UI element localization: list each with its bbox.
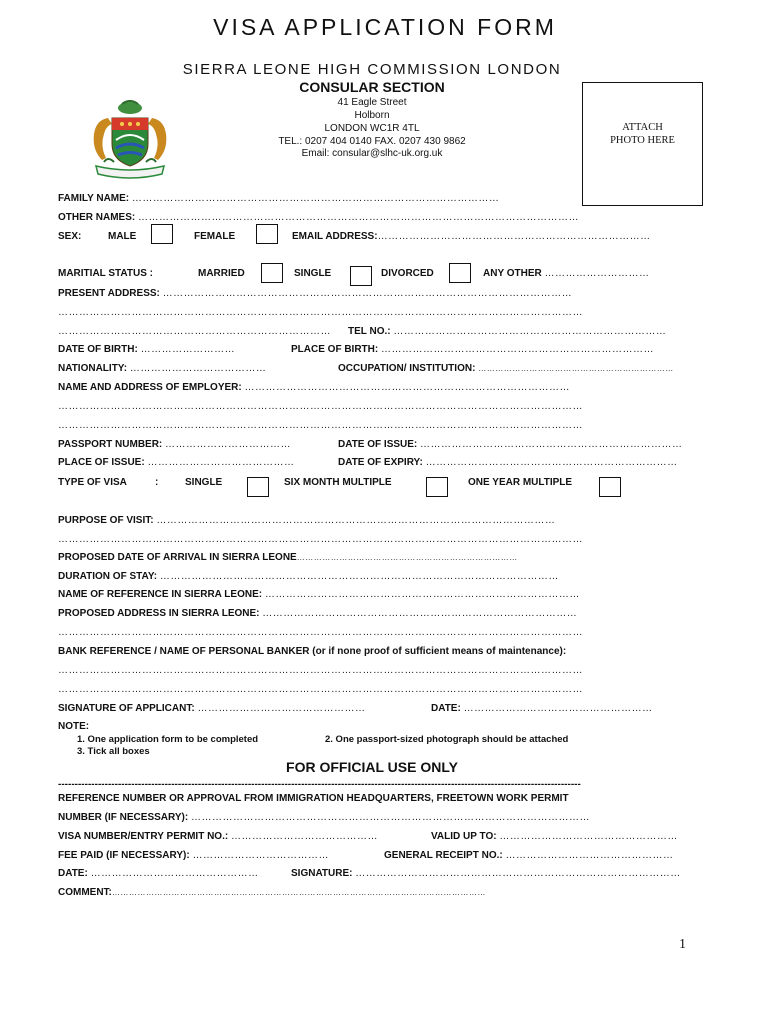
six-month-label: SIX MONTH MULTIPLE [284,477,392,488]
sex-label: SEX: [58,231,82,242]
coat-of-arms-icon [82,100,178,182]
proposed-address-field[interactable]: PROPOSED ADDRESS IN SIERRA LEONE: ……………………………………………………………………………… [58,608,578,619]
photo-placeholder[interactable] [582,82,703,206]
date-of-birth-field[interactable]: DATE OF BIRTH: ……………………… [58,344,236,355]
marital-status-label: MARITIAL STATUS : [58,268,153,279]
other-names-field[interactable]: OTHER NAMES: ……………………………………………………………………………………………………………… [58,212,580,223]
six-month-checkbox[interactable] [426,477,448,497]
occupation-field[interactable]: OCCUPATION/ INSTITUTION: …………………………………………………………… [338,363,674,374]
bank-reference-label: BANK REFERENCE / NAME OF PERSONAL BANKER (or if none proof of sufficient means of maintenance): [58,646,567,657]
one-year-label: ONE YEAR MULTIPLE [468,477,573,488]
form-title: VISA APPLICATION FORM [213,14,557,40]
single-visa-label: SINGLE [185,477,223,488]
page-number: 1 [679,937,686,952]
fee-paid-field[interactable]: FEE PAID (IF NECESSARY): ………………………………… [58,850,329,861]
bank-reference-line[interactable]: …………………………………………………………………………………………………………………………………… [58,665,583,676]
receipt-number-field[interactable]: GENERAL RECEIPT NO.: ………………………………………… [384,850,674,861]
female-checkbox[interactable] [256,224,278,244]
note-item: 3. Tick all boxes [77,746,150,757]
divorced-label: DIVORCED [381,268,434,279]
nationality-field[interactable]: NATIONALITY: ………………………………… [58,363,267,374]
present-address-field[interactable]: PRESENT ADDRESS: ……………………………………………………………………………………………………… [58,288,573,299]
valid-up-to-field[interactable]: VALID UP TO: …………………………………………… [431,831,678,842]
reference-approval-label: REFERENCE NUMBER OR APPROVAL FROM IMMIGRATION HEADQUARTERS, FREETOWN WORK PERMIT [58,793,569,804]
bank-reference-line[interactable]: …………………………………………………………………………………………………………………………………… [58,684,583,695]
permit-number-field[interactable]: NUMBER (IF NECESSARY): …………………………………………………………………………………………………… [58,812,590,823]
contact-phone-fax: TEL.: 0207 404 0140 FAX. 0207 430 9862 [278,136,466,147]
section-heading: CONSULAR SECTION [299,79,445,95]
purpose-line[interactable]: …………………………………………………………………………………………………………………………………… [58,534,583,545]
note-heading: NOTE: [58,721,90,732]
note-item: 1. One application form to be completed [77,734,259,745]
single-visa-checkbox[interactable] [247,477,269,497]
passport-number-field[interactable]: PASSPORT NUMBER: ……………………………… [58,439,292,450]
commission-name: SIERRA LEONE HIGH COMMISSION LONDON [182,61,562,78]
visa-type-colon: : [155,477,159,488]
contact-email: Email: consular@slhc-uk.org.uk [301,148,443,159]
family-name-field[interactable]: FAMILY NAME: …………………………………………………………………………………………… [58,193,500,204]
official-date-field[interactable]: DATE: ………………………………………… [58,868,259,879]
official-use-heading: FOR OFFICIAL USE ONLY [286,759,458,775]
visa-type-label: TYPE OF VISA [58,477,127,488]
photo-label: PHOTO HERE [610,135,675,146]
tel-no-field[interactable]: TEL NO.: …………………………………………………………………… [348,326,667,337]
place-of-birth-field[interactable]: PLACE OF BIRTH: …………………………………………………………………… [291,344,654,355]
present-address-line[interactable]: …………………………………………………………………………………………………………………………………… [58,307,583,318]
comment-field[interactable]: COMMENT:…………………………………………………………………………………………………………………… [58,887,486,898]
reference-field[interactable]: NAME OF REFERENCE IN SIERRA LEONE: ……………………………………………………………………………… [58,589,580,600]
divider: ------------------------------------------------------------------------------------------------------------------------------------------------------------- [58,779,581,790]
photo-label: ATTACH [622,122,663,133]
official-signature-field[interactable]: SIGNATURE: ………………………………………………………………………………… [291,868,681,879]
email-field[interactable]: EMAIL ADDRESS:…………………………………………………………………… [292,231,651,242]
single-status-checkbox[interactable] [350,266,372,286]
male-checkbox[interactable] [151,224,173,244]
married-checkbox[interactable] [261,263,283,283]
place-of-issue-field[interactable]: PLACE OF ISSUE: …………………………………… [58,457,295,468]
visa-number-field[interactable]: VISA NUMBER/ENTRY PERMIT NO.: …………………………………… [58,831,378,842]
purpose-field[interactable]: PURPOSE OF VISIT: …………………………………………………………………………………………………… [58,515,556,526]
address-line: LONDON WC1R 4TL [324,123,420,134]
male-label: MALE [108,231,137,242]
present-address-line[interactable]: …………………………………………………………………… [58,326,331,337]
date-field[interactable]: DATE: ……………………………………………… [431,703,653,714]
note-item: 2. One passport-sized photograph should be attached [325,734,569,745]
proposed-address-line[interactable]: …………………………………………………………………………………………………………………………………… [58,627,583,638]
duration-field[interactable]: DURATION OF STAY: …………………………………………………………………………………………………… [58,571,559,582]
arrival-date-field[interactable]: PROPOSED DATE OF ARRIVAL IN SIERRA LEONE…………………………………………………………………… [58,552,518,563]
employer-line[interactable]: …………………………………………………………………………………………………………………………………… [58,420,583,431]
female-label: FEMALE [194,231,236,242]
employer-line[interactable]: …………………………………………………………………………………………………………………………………… [58,401,583,412]
signature-field[interactable]: SIGNATURE OF APPLICANT: ………………………………………… [58,703,366,714]
date-of-issue-field[interactable]: DATE OF ISSUE: ………………………………………………………………… [338,439,683,450]
divorced-checkbox[interactable] [449,263,471,283]
any-other-field[interactable]: ANY OTHER ………………………… [483,268,650,279]
address-line: Holborn [354,110,390,121]
one-year-checkbox[interactable] [599,477,621,497]
married-label: MARRIED [198,268,245,279]
employer-field[interactable]: NAME AND ADDRESS OF EMPLOYER: ………………………………………………………………………………… [58,382,570,393]
date-of-expiry-field[interactable]: DATE OF EXPIRY: ……………………………………………………………… [338,457,678,468]
address-line: 41 Eagle Street [337,97,407,108]
single-status-label: SINGLE [294,268,332,279]
